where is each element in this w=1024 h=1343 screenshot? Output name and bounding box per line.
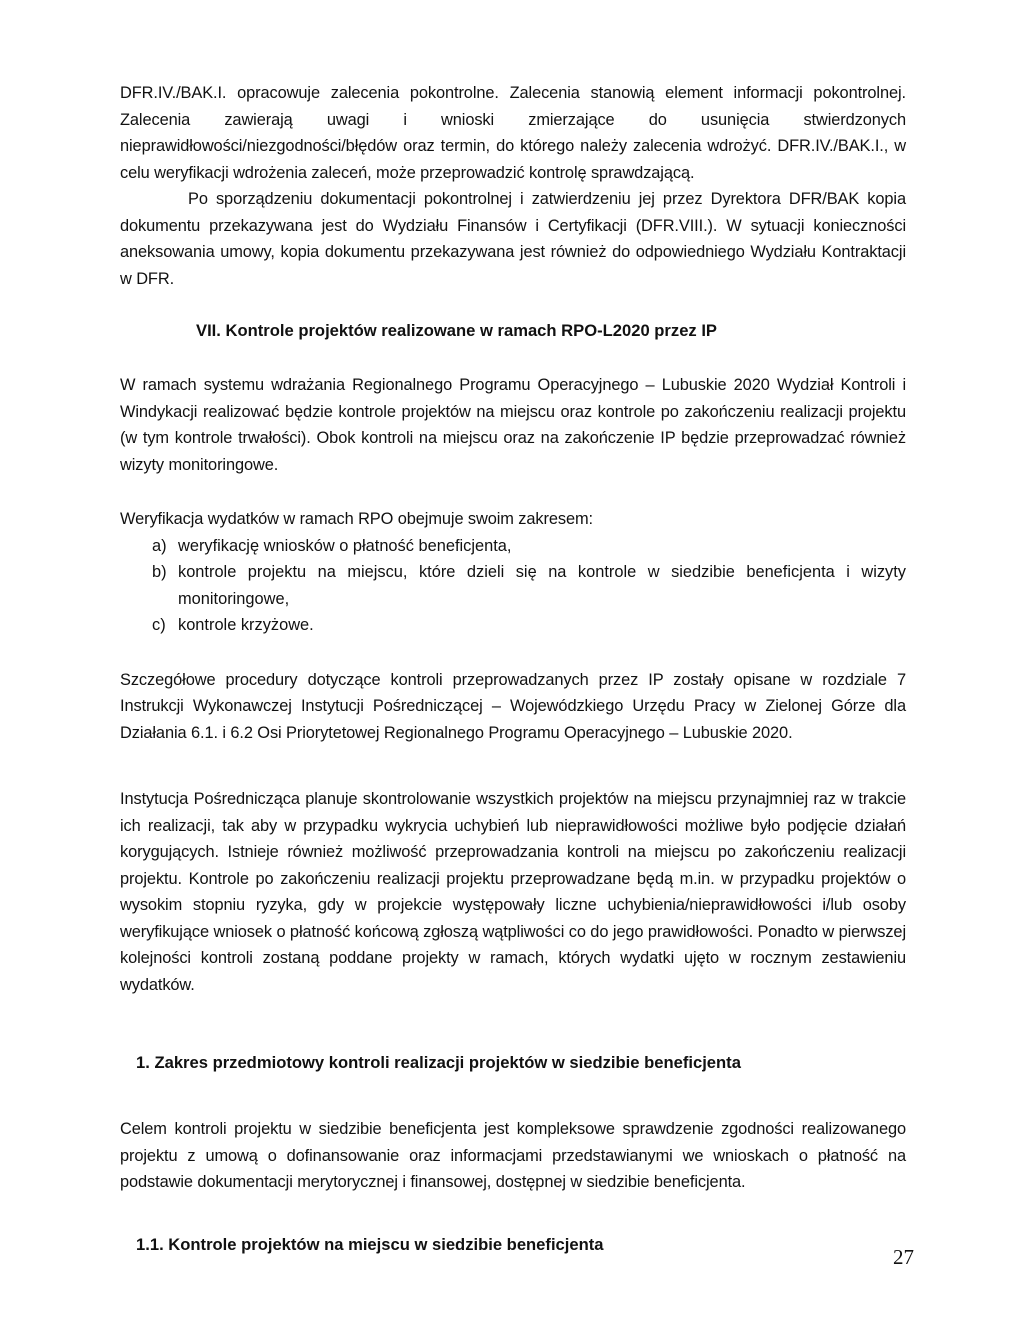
paragraph-verification-intro: Weryfikacja wydatków w ramach RPO obejmuje swoim zakresem:	[120, 510, 594, 528]
paragraph-purpose: Celem kontroli projektu w siedzibie beneficjenta jest kompleksowe sprawdzenie zgodności realizowanego projektu z umową o dofinansowanie oraz informacjami przedstawianymi we wnioskach o płatność na podstawie dokumentacji merytorycznej i finansowej, dostępnej w siedzibie beneficjenta.	[120, 1120, 906, 1191]
list-item-text: kontrole projektu na miejscu, które dzieli się na kontrole w siedzibie beneficjenta i wizyty monitoringowe,	[178, 563, 906, 608]
page-number: 27	[893, 1245, 914, 1269]
list-marker: b)	[152, 563, 167, 581]
list-item-text: kontrole krzyżowe.	[178, 616, 314, 634]
list-marker: c)	[152, 616, 166, 634]
list-item	[120, 559, 906, 612]
paragraph-recommendations: DFR.IV./BAK.I. opracowuje zalecenia pokontrolne. Zalecenia stanowią element informacji pokontrolnej. Zalecenia zawierają uwagi i wnioski zmierzające do usunięcia stwierdzonych nieprawidłowości/niezgodności/błędów oraz termin, do którego należy zalecenia wdrożyć. DFR.IV./BAK.I., w celu weryfikacji wdrożenia zaleceń, może przeprowadzić kontrolę sprawdzającą.	[120, 84, 906, 182]
list-item-text: weryfikację wniosków o płatność beneficjenta,	[178, 536, 512, 555]
list-marker: a)	[152, 536, 167, 555]
section-1-1-heading: 1.1. Kontrole projektów na miejscu w siedzibie beneficjenta	[136, 1234, 604, 1254]
paragraph-documentation: Po sporządzeniu dokumentacji pokontrolnej i zatwierdzeniu jej przez Dyrektora DFR/BAK kopia dokumentu przekazywana jest do Wydziału Finansów i Certyfikacji (DFR.VIII.). W sytuacji konieczności aneksowania umowy, kopia dokumentu przekazywana jest również do odpowiedniego Wydziału Kontraktacji w DFR.	[120, 190, 906, 288]
section-vii-heading: VII. Kontrole projektów realizowane w ramach RPO-L2020 przez IP	[196, 321, 718, 340]
list-item	[120, 612, 906, 639]
list-item	[120, 533, 906, 560]
paragraph-planning: Instytucja Pośrednicząca planuje skontrolowanie wszystkich projektów na miejscu przynajmniej raz w trakcie ich realizacji, tak aby w przypadku wykrycia uchybień lub nieprawidłowości możliwe było podjęcie działań korygujących. Istnieje również możliwość przeprowadzania kontroli na miejscu po zakończeniu realizacji projektu. Kontrole po zakończeniu realizacji projektu przeprowadzane będą m.in. w przypadku projektów o wysokim stopniu ryzyka, gdy w projekcie występowały liczne uchybienia/nieprawidłowości i/lub osoby weryfikujące wniosek o płatność końcową zgłoszą wątpliwości co do jego prawidłowości. Ponadto w pierwszej kolejności kontroli zostaną poddane projekty w ramach, których wydatki ujęto w rocznym zestawieniu wydatków.	[120, 790, 906, 994]
section-1-heading: 1. Zakres przedmiotowy kontroli realizacji projektów w siedzibie beneficjenta	[136, 1053, 741, 1072]
verification-list	[120, 533, 906, 639]
paragraph-procedures: Szczegółowe procedury dotyczące kontroli przeprowadzanych przez IP zostały opisane w rozdziale 7 Instrukcji Wykonawczej Instytucji Pośredniczącej – Wojewódzkiego Urzędu Pracy w Zielonej Górze dla Działania 6.1. i 6.2 Osi Priorytetowej Regionalnego Programu Operacyjnego – Lubuskie 2020.	[120, 670, 906, 742]
paragraph-system: W ramach systemu wdrażania Regionalnego Programu Operacyjnego – Lubuskie 2020 Wydział Kontroli i Windykacji realizować będzie kontrole projektów na miejscu oraz kontrole po zakończeniu realizacji projektu (w tym kontrole trwałości). Obok kontroli na miejscu oraz na zakończenie IP będzie przeprowadzać również wizyty monitoringowe.	[120, 376, 906, 474]
